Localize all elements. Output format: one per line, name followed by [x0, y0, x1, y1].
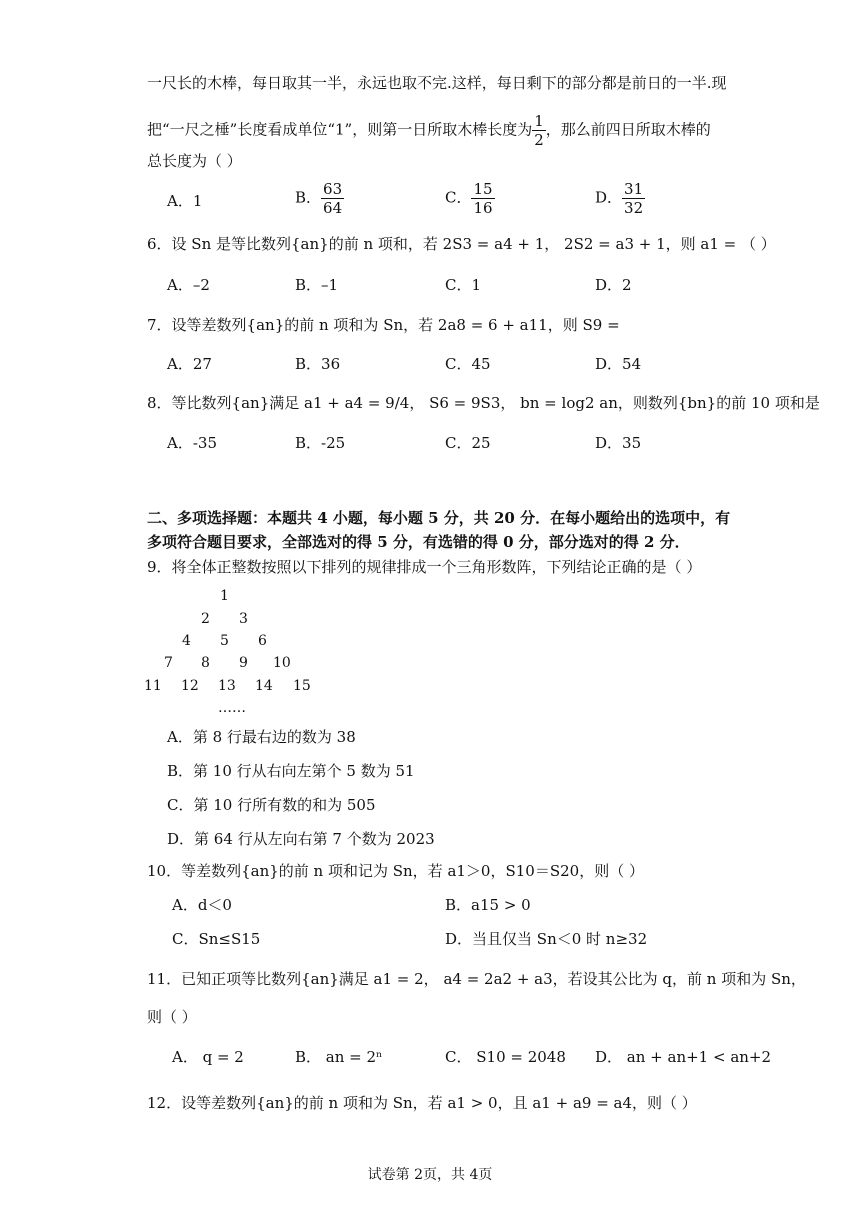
triangle-ellipsis: …… [218, 700, 246, 716]
triangle-cell: 1 [220, 588, 229, 604]
q10-option-b: B．a15 > 0 [445, 896, 531, 914]
q8-option-b: B．-25 [295, 434, 346, 452]
q6-option-a: A．–2 [167, 276, 210, 294]
q7-option-c: C．45 [445, 355, 491, 373]
q9-option-b: B．第 10 行从右向左第个 5 数为 51 [167, 762, 415, 780]
q6-option-d: D．2 [595, 276, 632, 294]
triangle-cell: 11 [144, 678, 162, 694]
q9-option-c: C．第 10 行所有数的和为 505 [167, 796, 376, 814]
q5-option-b: B． $\frac{63}{64}$ [295, 180, 343, 217]
section2-heading-line1: 二、多项选择题：本题共 4 小题，每小题 5 分，共 20 分．在每小题给出的选项中，有 [147, 509, 731, 527]
q9-stem: 9．将全体正整数按照以下排列的规律排成一个三角形数阵，下列结论正确的是（ ） [147, 558, 702, 576]
q5-option-d: D． $\frac{31}{32}$ [595, 180, 644, 217]
q7-option-a: A．27 [167, 355, 212, 373]
triangle-cell: 4 [182, 633, 191, 649]
q10-stem: 10．等差数列{an}的前 n 项和记为 Sn，若 a1＞0，S10＝S20，则（ ） [147, 862, 644, 880]
q11-option-b: B． an = 2ⁿ [295, 1048, 383, 1066]
q11-stem-line2: 则（ ） [147, 1008, 197, 1026]
q8-stem: 8．等比数列{an}满足 a1 + a4 = 9/4， S6 = 9S3， bn = log2 an，则数列{bn}的前 10 项和是 [147, 394, 820, 412]
triangle-cell: 6 [258, 633, 267, 649]
q8-option-a: A．-35 [167, 434, 217, 452]
q6-stem: 6．设 Sn 是等比数列{an}的前 n 项和，若 2S3 = a4 + 1， 2S2 = a3 + 1，则 a1 = （ ） [147, 235, 776, 253]
triangle-cell: 5 [220, 633, 229, 649]
q6-option-b: B．–1 [295, 276, 339, 294]
q5-option-a: A．1 [167, 192, 203, 210]
section2-heading-line2: 多项符合题目要求，全部选对的得 5 分，有选错的得 0 分，部分选对的得 2 分． [147, 533, 690, 551]
triangle-cell: 3 [239, 611, 248, 627]
q5-stem-line2: 把“一尺之棰”长度看成单位“1”，则第一日所取木棒长度为 $\frac{1}{2}$ ，那么前四日所取木棒的 [147, 112, 711, 149]
q5-option-c: C． $\frac{15}{16}$ [445, 180, 493, 217]
q11-stem-line1: 11．已知正项等比数列{an}满足 a1 = 2， a4 = 2a2 + a3，若设其公比为 q，前 n 项和为 Sn， [147, 970, 806, 988]
fraction-half: $\frac{1}{2}$ [534, 112, 544, 149]
triangle-cell: 2 [201, 611, 210, 627]
q9-option-d: D．第 64 行从左向右第 7 个数为 2023 [167, 830, 435, 848]
q10-option-d: D．当且仅当 Sn＜0 时 n≥32 [445, 930, 648, 948]
q9-option-a: A．第 8 行最右边的数为 38 [167, 728, 356, 746]
triangle-cell: 10 [273, 655, 291, 671]
q6-option-c: C．1 [445, 276, 482, 294]
q8-option-d: D．35 [595, 434, 642, 452]
q7-stem: 7．设等差数列{an}的前 n 项和为 Sn，若 2a8 = 6 + a11，则 S9 = [147, 316, 620, 334]
page-footer: 试卷第 2页，共 4页 [367, 1167, 493, 1183]
triangle-cell: 12 [181, 678, 199, 694]
triangle-cell: 9 [239, 655, 248, 671]
q5-stem-line1: 一尺长的木棒，每日取其一半，永远也取不完.这样，每日剩下的部分都是前日的一半.现 [147, 74, 727, 92]
q11-option-c: C． S10 = 2048 [445, 1048, 566, 1066]
q7-option-d: D．54 [595, 355, 642, 373]
triangle-cell: 8 [201, 655, 210, 671]
q10-option-a: A．d＜0 [172, 896, 232, 914]
q12-stem: 12．设等差数列{an}的前 n 项和为 Sn，若 a1 > 0，且 a1 + a9 = a4，则（ ） [147, 1094, 697, 1112]
q7-option-b: B．36 [295, 355, 341, 373]
q10-option-c: C．Sn≤S15 [172, 930, 261, 948]
q8-option-c: C．25 [445, 434, 491, 452]
triangle-cell: 13 [218, 678, 236, 694]
q11-option-d: D． an + an+1 < an+2 [595, 1048, 772, 1066]
triangle-cell: 14 [255, 678, 273, 694]
triangle-cell: 15 [293, 678, 311, 694]
triangle-cell: 7 [164, 655, 173, 671]
q11-option-a: A． q = 2 [172, 1048, 244, 1066]
q5-stem-line3: 总长度为（ ） [147, 152, 242, 170]
